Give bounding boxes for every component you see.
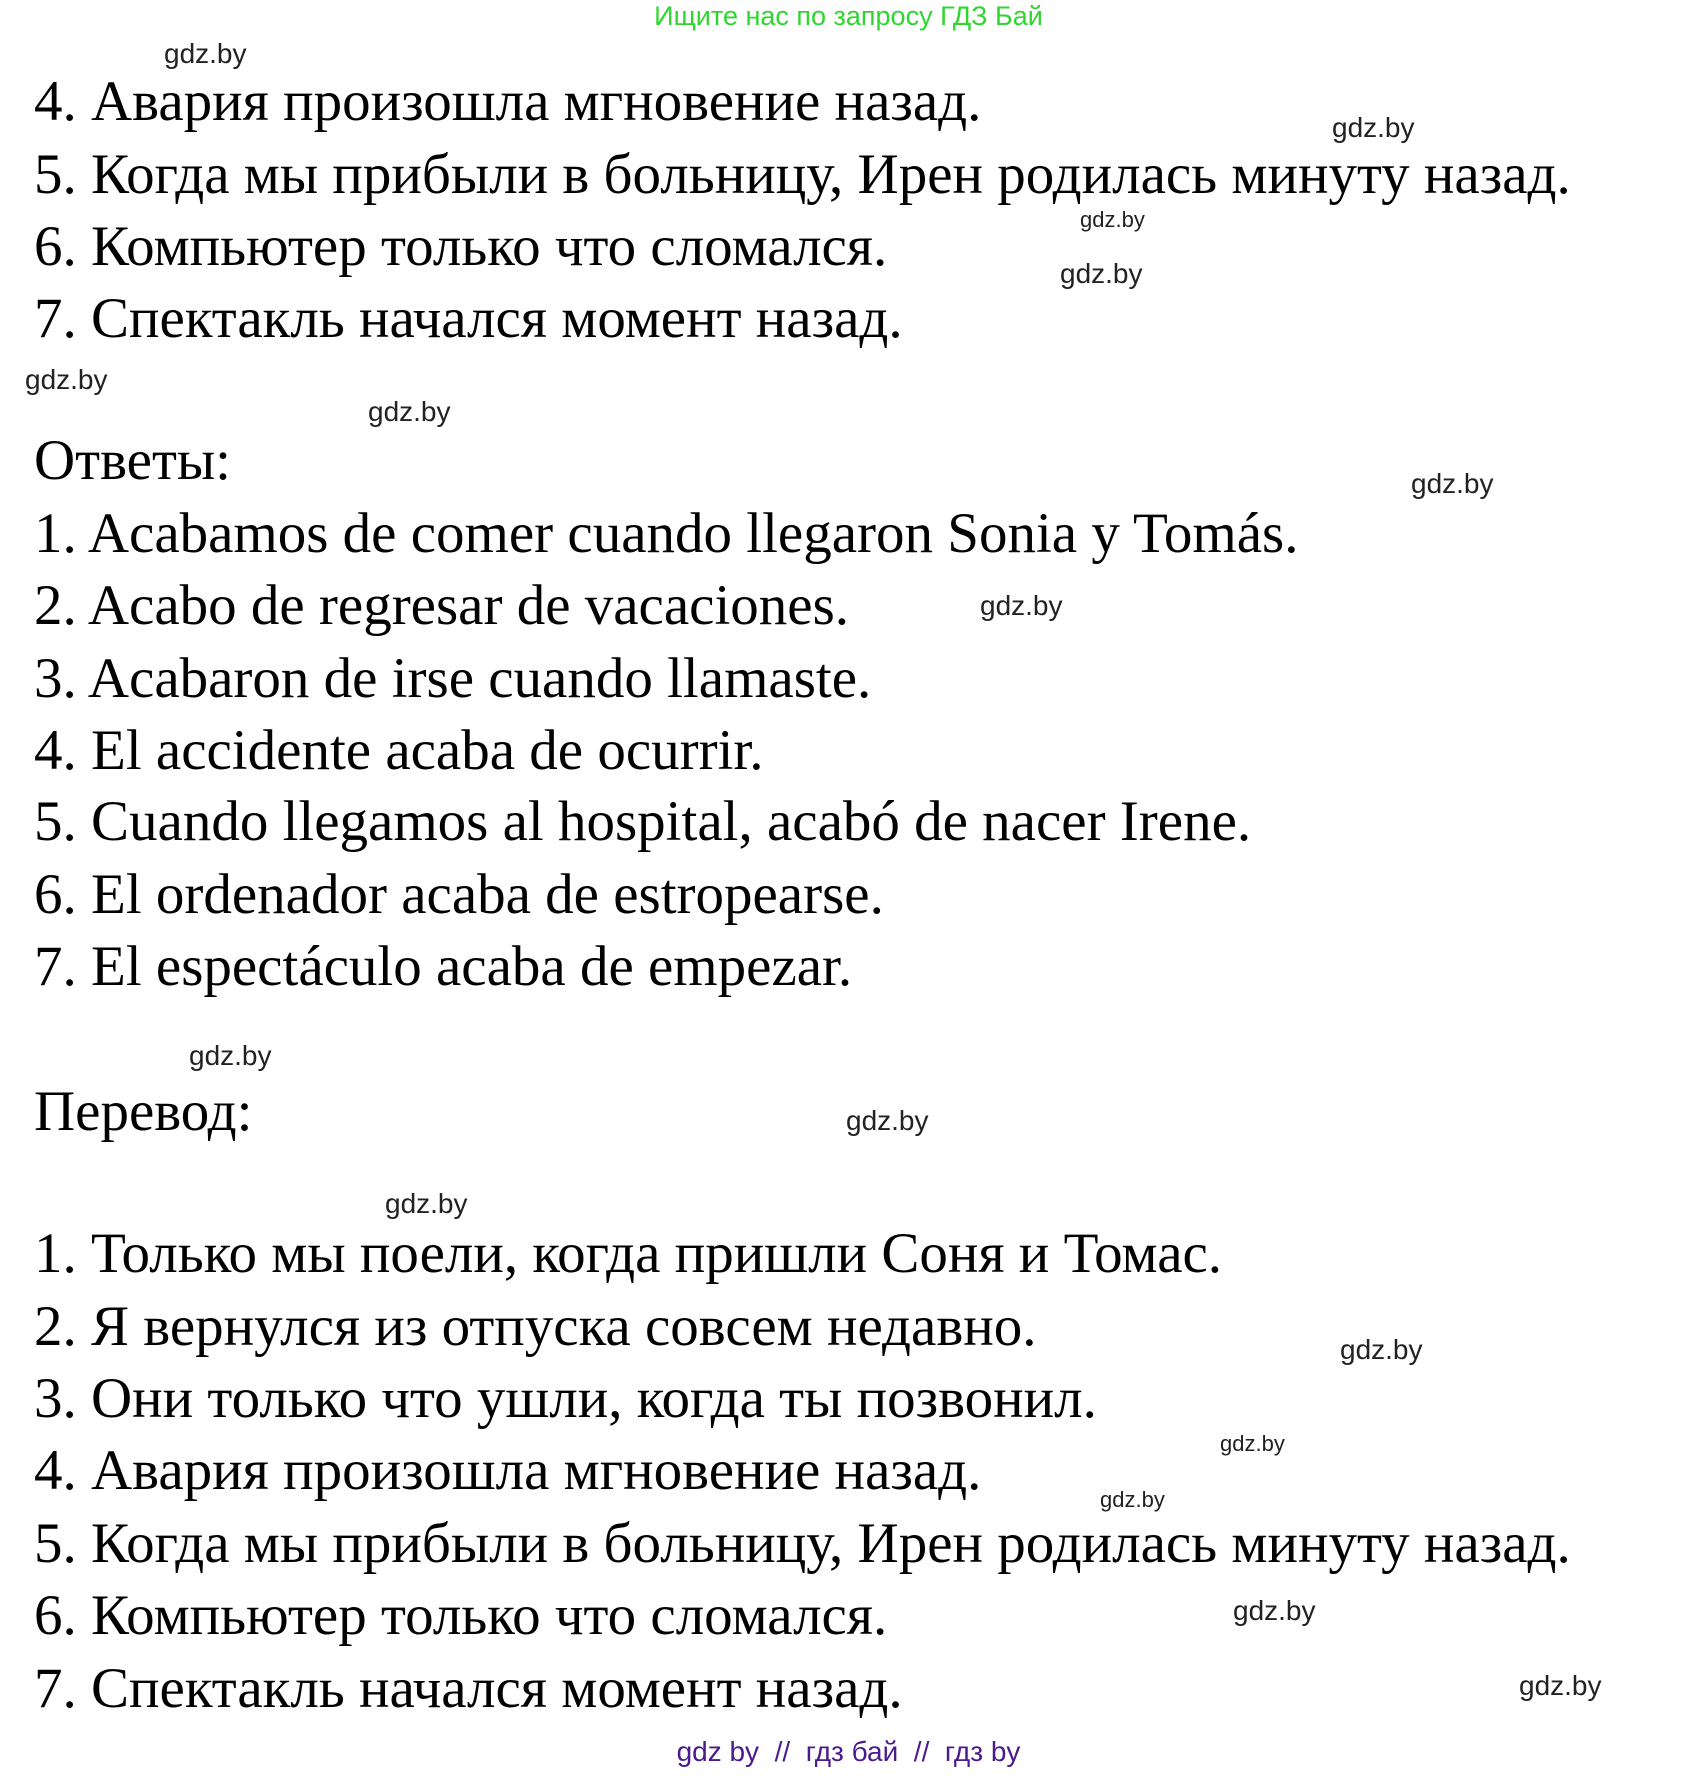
search-banner: Ищите нас по запросу ГДЗ Бай	[654, 1, 1043, 31]
watermark: gdz.by	[1060, 258, 1143, 289]
translation-line: 6. Компьютер только что сломался.	[34, 1584, 888, 1647]
watermark: gdz.by	[1519, 1670, 1602, 1701]
footer-links: gdz by // гдз бай // гдз by	[676, 1736, 1021, 1767]
answer-line: 2. Acabo de regresar de vacaciones.	[34, 574, 850, 637]
watermark: gdz.by	[1411, 468, 1494, 499]
translation-line: 4. Авария произошла мгновение назад.	[34, 1439, 982, 1502]
watermark: gdz.by	[846, 1105, 929, 1136]
answers-heading: Ответы:	[34, 429, 231, 492]
watermark: gdz.by	[368, 396, 451, 427]
watermark: gdz.by	[164, 38, 247, 69]
watermark: gdz.by	[980, 590, 1063, 621]
watermark: gdz.by	[1332, 112, 1415, 143]
task-line: 7. Спектакль начался момент назад.	[34, 287, 903, 350]
watermark: gdz.by	[385, 1188, 468, 1219]
watermark: gdz.by	[1340, 1334, 1423, 1365]
watermark: gdz.by	[189, 1040, 272, 1071]
watermark: gdz.by	[1080, 207, 1145, 232]
answer-line: 3. Acabaron de irse cuando llamaste.	[34, 647, 872, 710]
watermark: gdz.by	[1100, 1487, 1165, 1512]
answer-line: 6. El ordenador acaba de estropearse.	[34, 863, 884, 926]
task-line: 4. Авария произошла мгновение назад.	[34, 70, 982, 133]
task-line: 5. Когда мы прибыли в больницу, Ирен родилась минуту назад.	[34, 143, 1571, 206]
watermark: gdz.by	[1233, 1595, 1316, 1626]
answer-line: 1. Acabamos de comer cuando llegaron Sonia y Tomás.	[34, 502, 1299, 565]
answer-line: 7. El espectáculo acaba de empezar.	[34, 935, 853, 998]
translation-line: 7. Спектакль начался момент назад.	[34, 1657, 903, 1720]
translation-line: 1. Только мы поели, когда пришли Соня и Томас.	[34, 1222, 1223, 1285]
task-line: 6. Компьютер только что сломался.	[34, 215, 888, 278]
translation-line: 3. Они только что ушли, когда ты позвонил.	[34, 1367, 1097, 1430]
watermark: gdz.by	[25, 364, 108, 395]
watermark: gdz.by	[1220, 1431, 1285, 1456]
answer-line: 5. Cuando llegamos al hospital, acabó de nacer Irene.	[34, 790, 1252, 853]
answer-line: 4. El accidente acaba de ocurrir.	[34, 719, 764, 782]
translation-heading: Перевод:	[34, 1080, 253, 1143]
translation-line: 2. Я вернулся из отпуска совсем недавно.	[34, 1295, 1037, 1358]
translation-line: 5. Когда мы прибыли в больницу, Ирен родилась минуту назад.	[34, 1512, 1571, 1575]
